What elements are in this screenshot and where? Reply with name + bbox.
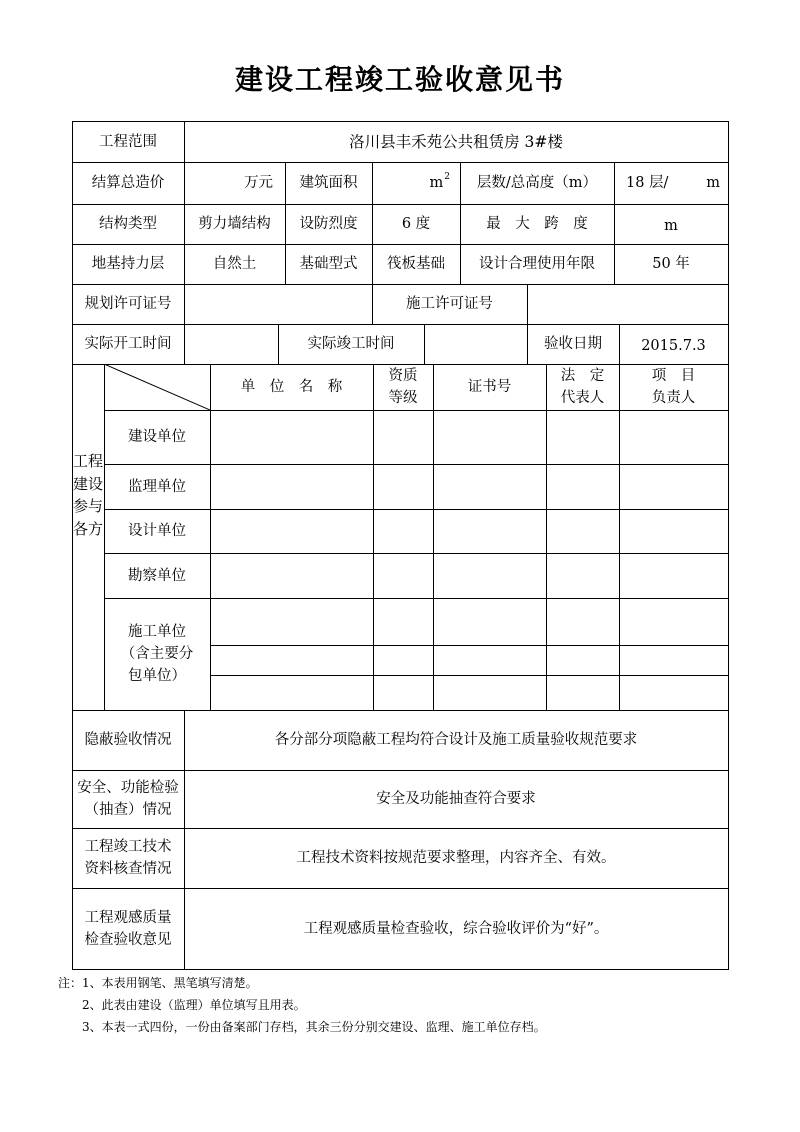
cost-unit: 万元 bbox=[244, 175, 273, 191]
start-date-label: 实际开工时间 bbox=[84, 336, 172, 352]
check-concealed-label: 隐蔽验收情况 bbox=[84, 732, 172, 748]
note-line: 3、本表一式四份，一份由备案部门存档，其余三份分别交建设、监理、施工单位存档。 bbox=[58, 1020, 546, 1034]
acceptance-date-label: 验收日期 bbox=[544, 336, 602, 352]
finish-date-label: 实际竣工时间 bbox=[307, 336, 395, 352]
planning-permit-value bbox=[184, 284, 372, 324]
check-documents-label: 工程竣工技术 资料核查情况 bbox=[84, 839, 172, 877]
check-appearance-value: 工程观感质量检查验收，综合验收评价为“好”。 bbox=[303, 920, 609, 937]
header-qualification: 资质 等级 bbox=[388, 368, 418, 406]
structure-value: 剪力墙结构 bbox=[198, 216, 271, 232]
header-diagonal-line bbox=[104, 364, 210, 410]
height-unit: m bbox=[706, 175, 720, 191]
start-date-value bbox=[184, 324, 278, 364]
check-appearance-label: 工程观感质量 检查验收意见 bbox=[84, 909, 172, 948]
header-legal-representative: 法 定 代表人 bbox=[560, 368, 605, 406]
page-title: 建设工程竣工验收意见书 bbox=[234, 63, 565, 96]
scope-label: 工程范围 bbox=[99, 133, 157, 150]
floors-label: 层数/总高度（m） bbox=[476, 175, 598, 191]
note-line: 注：1、本表用钢笔、黑笔填写清楚。 bbox=[58, 976, 258, 990]
foundation-label: 地基持力层 bbox=[91, 256, 165, 272]
foundation-type-label: 基础型式 bbox=[299, 256, 358, 272]
design-life-value: 50 年 bbox=[652, 256, 690, 272]
structure-label: 结构类型 bbox=[99, 216, 157, 232]
span-unit: m bbox=[664, 218, 678, 234]
check-concealed-value: 各分部分项隐蔽工程均符合设计及施工质量验收规范要求 bbox=[274, 732, 638, 748]
foundation-value: 自然土 bbox=[212, 256, 257, 272]
check-documents-value: 工程技术资料按规范要求整理，内容齐全、有效。 bbox=[296, 850, 616, 866]
area-unit: m 2 bbox=[429, 172, 450, 191]
unit-supervisor: 监理单位 bbox=[128, 478, 186, 495]
notes bbox=[58, 972, 546, 1038]
construction-permit-value bbox=[527, 284, 728, 324]
unit-contractor: 施工单位 （含主要分 包单位） bbox=[120, 624, 194, 684]
span-label: 最 大 跨 度 bbox=[486, 216, 588, 232]
check-safety-value: 安全及功能抽查符合要求 bbox=[376, 791, 536, 807]
design-life-label: 设计合理使用年限 bbox=[479, 256, 595, 272]
unit-builder: 建设单位 bbox=[128, 429, 186, 445]
finish-date-value bbox=[424, 324, 527, 364]
unit-surveyor: 勘察单位 bbox=[128, 567, 186, 584]
parties-side-label: 工程建设参与各方 bbox=[72, 452, 103, 538]
construction-permit-label: 施工许可证号 bbox=[406, 296, 493, 312]
header-certificate: 证书号 bbox=[467, 379, 512, 395]
unit-designer: 设计单位 bbox=[128, 523, 186, 539]
seismic-value: 6 度 bbox=[401, 216, 431, 232]
seismic-label: 设防烈度 bbox=[299, 216, 358, 232]
header-unit-name: 单 位 名 称 bbox=[240, 379, 343, 395]
cost-label: 结算总造价 bbox=[91, 175, 165, 191]
foundation-type-value: 筏板基础 bbox=[387, 256, 445, 272]
area-label: 建筑面积 bbox=[299, 175, 358, 191]
note-line: 2、此表由建设（监理）单位填写且用表。 bbox=[58, 998, 306, 1012]
header-project-manager: 项 目 负责人 bbox=[651, 368, 696, 406]
planning-permit-label: 规划许可证号 bbox=[84, 296, 172, 312]
check-safety-label: 安全、功能检验 （抽查）情况 bbox=[77, 780, 179, 818]
floors-value: 18 层/ bbox=[626, 175, 669, 191]
scope-value: 洛川县丰禾苑公共租赁房 3#楼 bbox=[349, 132, 563, 151]
acceptance-date-value: 2015.7.3 bbox=[641, 338, 706, 354]
